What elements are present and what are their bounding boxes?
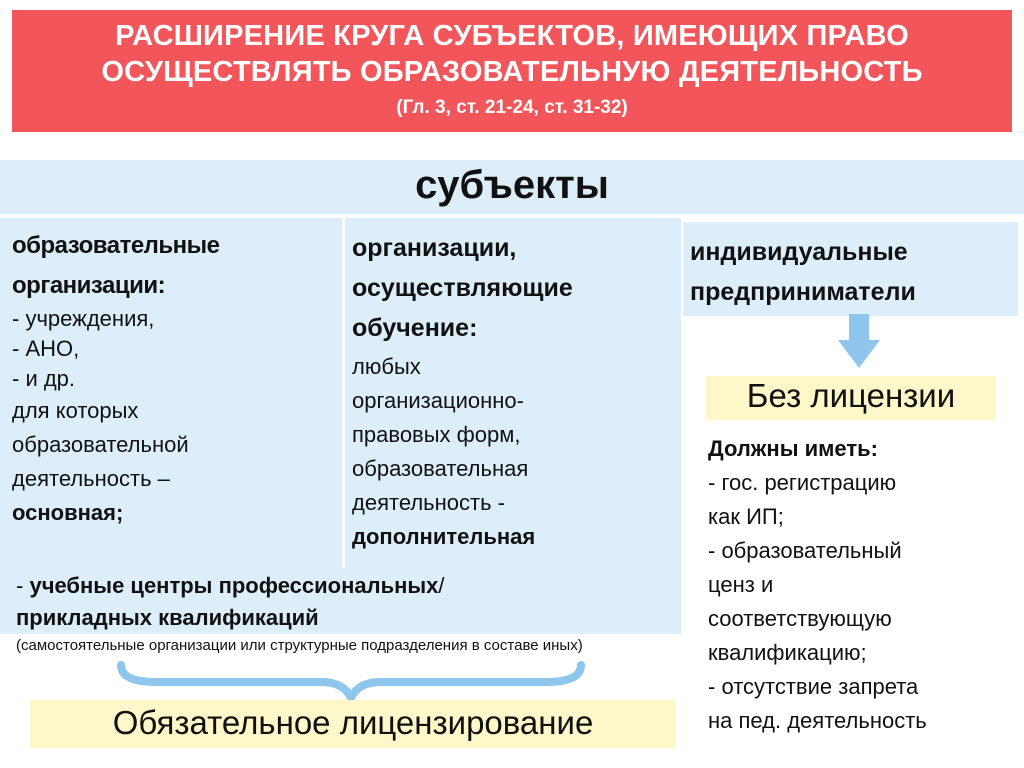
training-centers-text <box>16 570 676 634</box>
training-orgs-body-line-5: деятельность - <box>352 490 505 515</box>
list-item: как ИП; <box>708 504 784 529</box>
educational-orgs-list <box>12 304 337 530</box>
educational-orgs-desc-line-1: для которых <box>12 398 139 423</box>
training-orgs-body-line-3: правовых форм, <box>352 422 521 447</box>
training-orgs-body-line-4: образовательная <box>352 456 529 481</box>
entrepreneurs-heading <box>690 232 1015 312</box>
entrepreneurs-heading-line-1: индивидуальные <box>690 238 908 266</box>
title-line-1: РАСШИРЕНИЕ КРУГА СУБЪЕКТОВ, ИМЕЮЩИХ ПРАВО <box>115 20 909 52</box>
training-orgs-heading <box>352 228 677 348</box>
training-orgs-heading-line-2: осуществляющие <box>352 274 573 302</box>
educational-orgs-heading-line-2: организации: <box>12 272 166 299</box>
training-centers-slash: / <box>438 573 445 598</box>
educational-orgs-desc-line-2: образовательной <box>12 432 189 457</box>
educational-orgs-desc-line-3: деятельность – <box>12 466 170 491</box>
training-centers-bold-2: прикладных квалификаций <box>16 605 319 630</box>
curly-brace-icon <box>116 660 586 702</box>
list-item: на пед. деятельность <box>708 708 927 733</box>
training-orgs-body-bold: дополнительная <box>352 524 536 549</box>
list-item: - учреждения, <box>12 306 155 331</box>
training-centers-dash: - <box>16 573 30 598</box>
arrow-down-icon <box>838 314 880 368</box>
requirements-title: Должны иметь: <box>708 436 878 461</box>
training-orgs-body-line-2: организационно- <box>352 388 524 413</box>
subjects-header: субъекты <box>0 160 1024 214</box>
list-item: - и др. <box>12 366 76 391</box>
list-item: ценз и <box>708 572 774 597</box>
educational-orgs-heading-line-1: образовательные <box>12 232 220 259</box>
training-centers-note: (самостоятельные организации или структурные подразделения в составе иных) <box>16 637 583 654</box>
list-item: - гос. регистрацию <box>708 470 897 495</box>
list-item: - отсутствие запрета <box>708 674 919 699</box>
educational-orgs-heading <box>12 226 337 306</box>
training-orgs-heading-line-1: организации, <box>352 234 517 262</box>
list-item: - АНО, <box>12 336 80 361</box>
training-centers-bold-1: учебные центры профессиональных <box>29 573 439 598</box>
entrepreneur-requirements <box>708 432 1020 738</box>
training-orgs-heading-line-3: обучение: <box>352 314 478 342</box>
no-license-badge: Без лицензии <box>706 376 996 420</box>
educational-orgs-desc-bold: основная; <box>12 500 124 525</box>
title-line-2: ОСУЩЕСТВЛЯТЬ ОБРАЗОВАТЕЛЬНУЮ ДЕЯТЕЛЬНОСТЬ <box>101 56 923 88</box>
mandatory-license-badge: Обязательное лицензирование <box>30 700 676 748</box>
list-item: квалификацию; <box>708 640 867 665</box>
title-reference: (Гл. 3, ст. 21-24, ст. 31-32) <box>396 97 628 118</box>
title-banner <box>12 10 1012 132</box>
list-item: соответствующую <box>708 606 892 631</box>
training-orgs-body <box>352 350 677 554</box>
list-item: - образовательный <box>708 538 902 563</box>
entrepreneurs-heading-line-2: предприниматели <box>690 278 916 306</box>
training-orgs-body-line-1: любых <box>352 354 421 379</box>
